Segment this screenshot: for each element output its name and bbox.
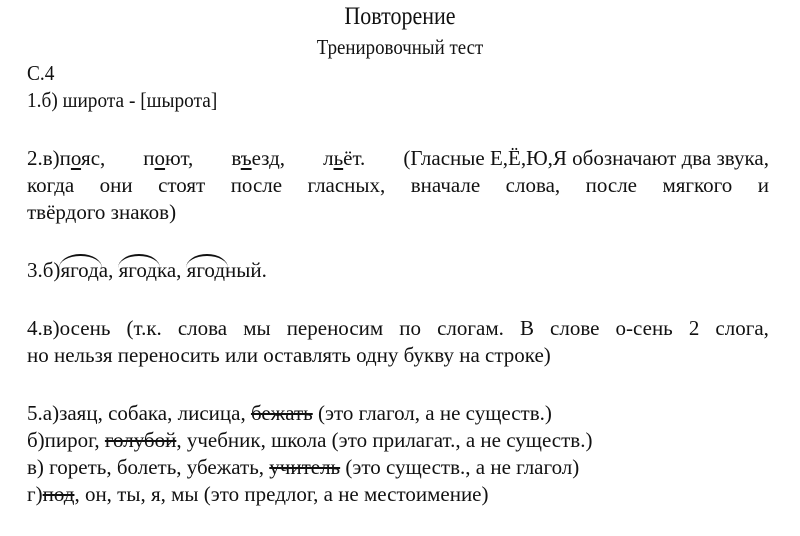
word: слога, bbox=[715, 316, 769, 340]
answer-explanation: , он, ты, я, мы (это предлог, а не местоимение) bbox=[74, 482, 489, 506]
word: и bbox=[757, 173, 769, 197]
document-title: Повторение bbox=[344, 3, 456, 30]
word: (т.к. bbox=[126, 316, 162, 340]
word: слогам. bbox=[437, 316, 504, 340]
answer-text: б)пирог, bbox=[27, 428, 105, 452]
answer-5b bbox=[27, 427, 592, 453]
struck-word: под bbox=[42, 482, 75, 506]
word: когда bbox=[27, 173, 75, 197]
answer-text: г) bbox=[27, 482, 43, 506]
word: после bbox=[585, 173, 638, 197]
struck-word: бежать bbox=[250, 401, 313, 425]
word: гласных, bbox=[307, 173, 386, 197]
word: мягкого bbox=[662, 173, 733, 197]
word-ending: а, bbox=[98, 258, 114, 282]
word-ending: ка, bbox=[156, 258, 182, 282]
word: они bbox=[99, 173, 133, 197]
word-vyezd: въезд, bbox=[231, 146, 286, 170]
answer-3 bbox=[27, 257, 267, 283]
word: о-сень bbox=[615, 316, 673, 340]
answer-text: в) гореть, болеть, убежать, bbox=[27, 455, 270, 479]
word-lyot: льёт. bbox=[323, 146, 366, 170]
word-poyas: пояс, bbox=[59, 146, 106, 170]
struck-word: голубой bbox=[104, 428, 177, 452]
word: слове bbox=[550, 316, 600, 340]
answer-explanation: (это глагол, а не существ.) bbox=[312, 401, 552, 425]
answer-4-line-1 bbox=[27, 315, 769, 341]
answer-prefix: 2.в) bbox=[27, 146, 60, 170]
root-arc-word-2: ягод bbox=[118, 258, 157, 282]
word: мы bbox=[243, 316, 271, 340]
answer-explanation: , учебник, школа (это прилагат., а не существ.) bbox=[176, 428, 593, 452]
answer-5g bbox=[27, 481, 489, 507]
root-arc-word-1: ягод bbox=[60, 258, 99, 282]
answer-2-line-3: твёрдого знаков) bbox=[27, 200, 177, 224]
word: переносим bbox=[286, 316, 384, 340]
word: после bbox=[230, 173, 283, 197]
word: слова, bbox=[505, 173, 561, 197]
answer-5a bbox=[27, 400, 552, 426]
struck-word: учитель bbox=[269, 455, 341, 479]
word-poyut: поют, bbox=[143, 146, 194, 170]
answer-2-line-2-words bbox=[27, 172, 769, 198]
word: стоят bbox=[158, 173, 206, 197]
underlined-letter: ъ bbox=[240, 146, 252, 170]
root-arc-word-3: ягод bbox=[186, 258, 226, 282]
answer-4-line-1-words bbox=[27, 315, 769, 341]
word-ending: ный. bbox=[225, 258, 267, 282]
answer-prefix: 3.б) bbox=[27, 258, 61, 282]
answer-2-line-1 bbox=[27, 145, 769, 171]
word: по bbox=[399, 316, 422, 340]
word: В bbox=[519, 316, 534, 340]
answer-2-explanation-start: (Гласные Е,Ё,Ю,Я обозначают два звука, bbox=[403, 146, 769, 170]
answer-5v bbox=[27, 454, 579, 480]
answer-text: 5.а)заяц, собака, лисица, bbox=[27, 401, 251, 425]
answer-1: 1.б) широта - [шырота] bbox=[27, 88, 218, 112]
word: 2 bbox=[688, 316, 700, 340]
page-label: С.4 bbox=[27, 61, 55, 85]
word: вначале bbox=[410, 173, 481, 197]
underlined-letter: ь bbox=[333, 146, 344, 170]
answer-2-prefix-words bbox=[27, 145, 105, 171]
answer-4-line-2: но нельзя переносить или оставлять одну букву на строке) bbox=[27, 343, 551, 367]
underlined-letter: о bbox=[154, 146, 166, 170]
word: 4.в)осень bbox=[27, 316, 111, 340]
document-subtitle: Тренировочный тест bbox=[316, 35, 484, 59]
underlined-letter: о bbox=[70, 146, 82, 170]
answer-explanation: (это существ., а не глагол) bbox=[340, 455, 580, 479]
word: слова bbox=[177, 316, 228, 340]
answer-2-line-2 bbox=[27, 172, 769, 198]
